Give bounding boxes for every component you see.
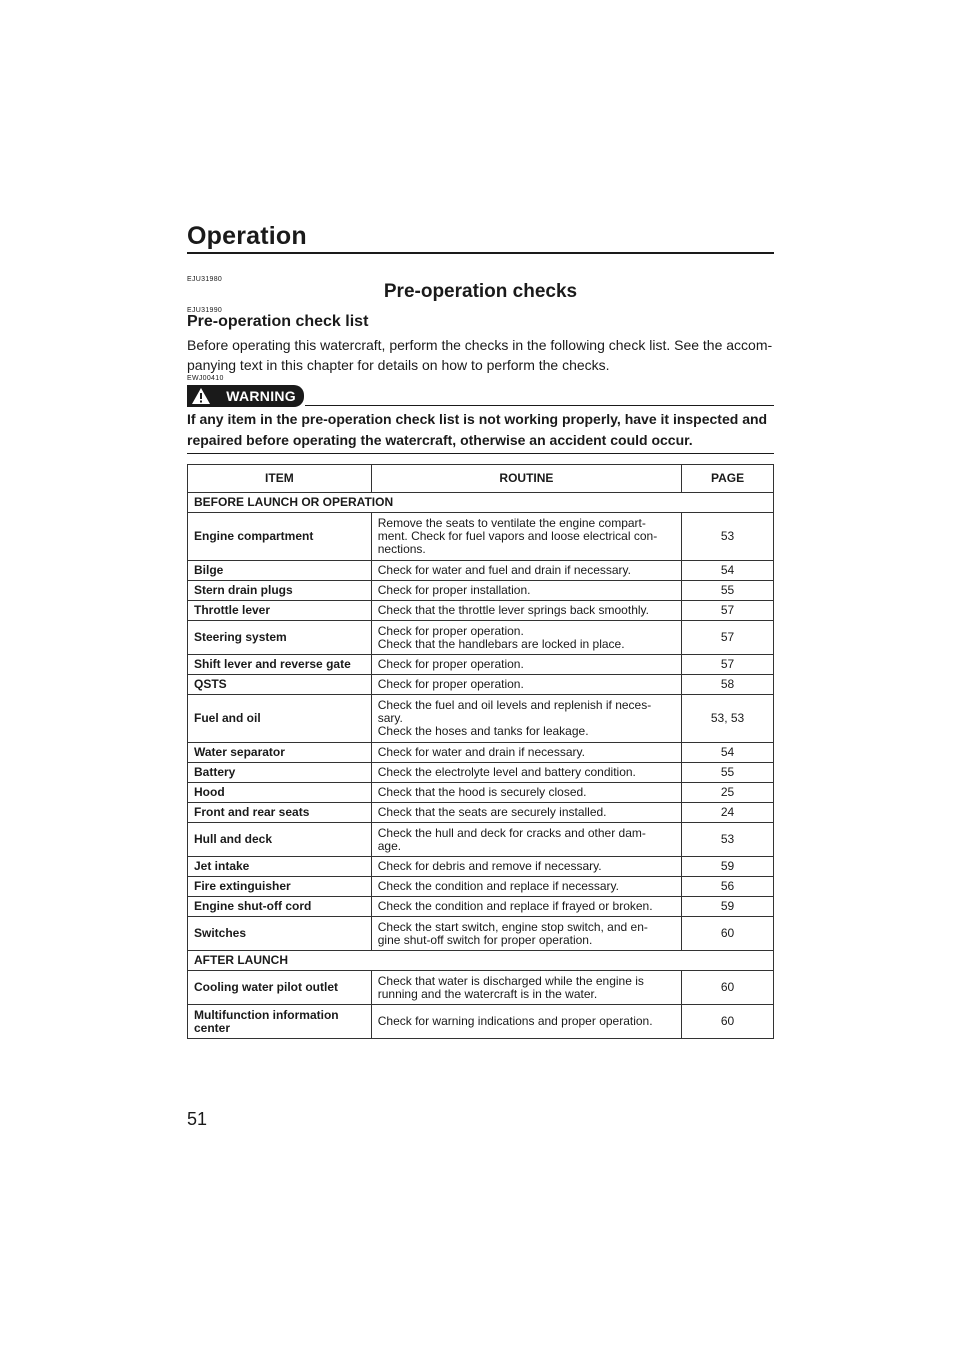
- table-row: [188, 803, 774, 823]
- table-header-row: [188, 465, 774, 493]
- page-cell: 53, 53: [682, 695, 774, 743]
- routine-cell: [371, 513, 681, 561]
- routine-cell: Check that the hood is securely closed.: [371, 783, 681, 803]
- intro-line: panying text in this chapter for details on how to perform the checks.: [187, 357, 610, 373]
- item-cell: Fuel and oil: [188, 695, 372, 743]
- routine-cell: Check for proper installation.: [371, 581, 681, 601]
- routine-cell: Check for proper operation.: [371, 655, 681, 675]
- item-cell: Hull and deck: [188, 823, 372, 857]
- table-row: [188, 513, 774, 561]
- item-cell: Engine compartment: [188, 513, 372, 561]
- chapter-title: Operation: [187, 222, 307, 250]
- table-row: [188, 857, 774, 877]
- routine-cell: Check for debris and remove if necessary.: [371, 857, 681, 877]
- table-row: [188, 971, 774, 1005]
- table-row: [188, 897, 774, 917]
- page-cell: 58: [682, 675, 774, 695]
- table-section-row: [188, 951, 774, 971]
- page-cell: 57: [682, 601, 774, 621]
- warning-text: If any item in the pre-operation check list is not working properly, have it inspected and repaired before operating the watercraft, otherwise an accident could occur.: [187, 411, 768, 448]
- item-line: Multifunction information: [194, 1007, 339, 1022]
- item-cell: Battery: [188, 763, 372, 783]
- item-cell: Jet intake: [188, 857, 372, 877]
- page-cell: 59: [682, 857, 774, 877]
- item-cell: Bilge: [188, 561, 372, 581]
- section-after-launch: AFTER LAUNCH: [188, 951, 774, 971]
- item-cell: [188, 1005, 372, 1039]
- routine-line: gine shut-off switch for proper operation.: [377, 932, 593, 947]
- item-cell: Stern drain plugs: [188, 581, 372, 601]
- routine-line: ment. Check for fuel vapors and loose electrical con-: [377, 529, 658, 543]
- warning-label: WARNING: [226, 388, 296, 404]
- routine-cell: Check for water and fuel and drain if necessary.: [371, 561, 681, 581]
- column-header-page: PAGE: [682, 465, 774, 493]
- table-row: [188, 917, 774, 951]
- routine-cell: Check the condition and replace if frayed or broken.: [371, 897, 681, 917]
- warning-rule-bottom: [187, 453, 774, 454]
- routine-cell: Check for water and drain if necessary.: [371, 743, 681, 763]
- page-cell: 56: [682, 877, 774, 897]
- routine-line: age.: [377, 838, 402, 853]
- item-cell: Water separator: [188, 743, 372, 763]
- item-cell: Front and rear seats: [188, 803, 372, 823]
- page-cell: 60: [682, 917, 774, 951]
- section-before-launch: BEFORE LAUNCH OR OPERATION: [188, 493, 774, 513]
- page-cell: 53: [682, 823, 774, 857]
- pre-operation-check-table: [187, 464, 774, 1039]
- table-row: [188, 695, 774, 743]
- page-cell: 53: [682, 513, 774, 561]
- warning-triangle-icon: [191, 387, 211, 405]
- page-cell: 25: [682, 783, 774, 803]
- routine-line: nections.: [377, 542, 426, 556]
- page-cell: 60: [682, 971, 774, 1005]
- page-cell: 59: [682, 897, 774, 917]
- routine-line: sary.: [377, 711, 403, 725]
- intro-line: Before operating this watercraft, perform the checks in the following check list. See the accom-: [187, 337, 773, 353]
- routine-cell: [371, 621, 681, 655]
- table-row: [188, 655, 774, 675]
- table-row: [188, 743, 774, 763]
- item-cell: Shift lever and reverse gate: [188, 655, 372, 675]
- page-cell: 57: [682, 655, 774, 675]
- page-cell: 54: [682, 743, 774, 763]
- item-cell: Switches: [188, 917, 372, 951]
- page-number: 51: [187, 1109, 208, 1129]
- item-cell: Throttle lever: [188, 601, 372, 621]
- column-header-item: ITEM: [188, 465, 372, 493]
- subsection-code: EJU31990: [187, 307, 223, 314]
- table-row: [188, 581, 774, 601]
- item-cell: QSTS: [188, 675, 372, 695]
- routine-line: Remove the seats to ventilate the engine compart-: [377, 516, 646, 530]
- item-cell: Cooling water pilot outlet: [188, 971, 372, 1005]
- routine-line: Check the hoses and tanks for leakage.: [377, 724, 589, 738]
- column-header-routine: ROUTINE: [371, 465, 681, 493]
- routine-cell: [371, 695, 681, 743]
- routine-cell: [371, 823, 681, 857]
- routine-cell: [371, 917, 681, 951]
- table-row: [188, 601, 774, 621]
- page-cell: 60: [682, 1005, 774, 1039]
- table-row: [188, 675, 774, 695]
- routine-cell: Check the electrolyte level and battery condition.: [371, 763, 681, 783]
- section-code: EJU31980: [187, 276, 223, 283]
- item-cell: Engine shut-off cord: [188, 897, 372, 917]
- table-row: [188, 621, 774, 655]
- item-cell: Fire extinguisher: [188, 877, 372, 897]
- item-cell: Hood: [188, 783, 372, 803]
- subsection-title: Pre-operation check list: [187, 313, 369, 330]
- table-row: [188, 877, 774, 897]
- table-row: [188, 783, 774, 803]
- page-cell: 24: [682, 803, 774, 823]
- routine-cell: [371, 971, 681, 1005]
- routine-line: Check the hull and deck for cracks and other dam-: [377, 825, 646, 840]
- routine-cell: Check for proper operation.: [371, 675, 681, 695]
- routine-cell: Check that the seats are securely installed.: [371, 803, 681, 823]
- table-section-row: [188, 493, 774, 513]
- routine-line: running and the watercraft is in the water.: [377, 986, 598, 1001]
- routine-line: Check that water is discharged while the engine is: [377, 973, 644, 988]
- intro-paragraph: [187, 335, 777, 375]
- item-line: center: [194, 1020, 231, 1035]
- warning-code: EWJ00410: [187, 375, 224, 382]
- table-row: [188, 561, 774, 581]
- routine-cell: Check for warning indications and proper operation.: [371, 1005, 681, 1039]
- page-cell: 55: [682, 581, 774, 601]
- warning-rule: [305, 405, 774, 406]
- routine-line: Check for proper operation.: [377, 623, 524, 638]
- section-title: Pre-operation checks: [383, 281, 578, 302]
- table-row: [188, 763, 774, 783]
- routine-line: Check that the handlebars are locked in place.: [377, 636, 625, 651]
- routine-cell: Check that the throttle lever springs back smoothly.: [371, 601, 681, 621]
- item-cell: Steering system: [188, 621, 372, 655]
- routine-line: Check the fuel and oil levels and replenish if neces-: [377, 698, 652, 712]
- routine-cell: Check the condition and replace if necessary.: [371, 877, 681, 897]
- warning-badge: [187, 385, 304, 407]
- chapter-rule: [187, 252, 774, 254]
- page-cell: 57: [682, 621, 774, 655]
- routine-line: Check the start switch, engine stop switch, and en-: [377, 919, 648, 934]
- table-row: [188, 823, 774, 857]
- page-cell: 55: [682, 763, 774, 783]
- page-cell: 54: [682, 561, 774, 581]
- table-row: [188, 1005, 774, 1039]
